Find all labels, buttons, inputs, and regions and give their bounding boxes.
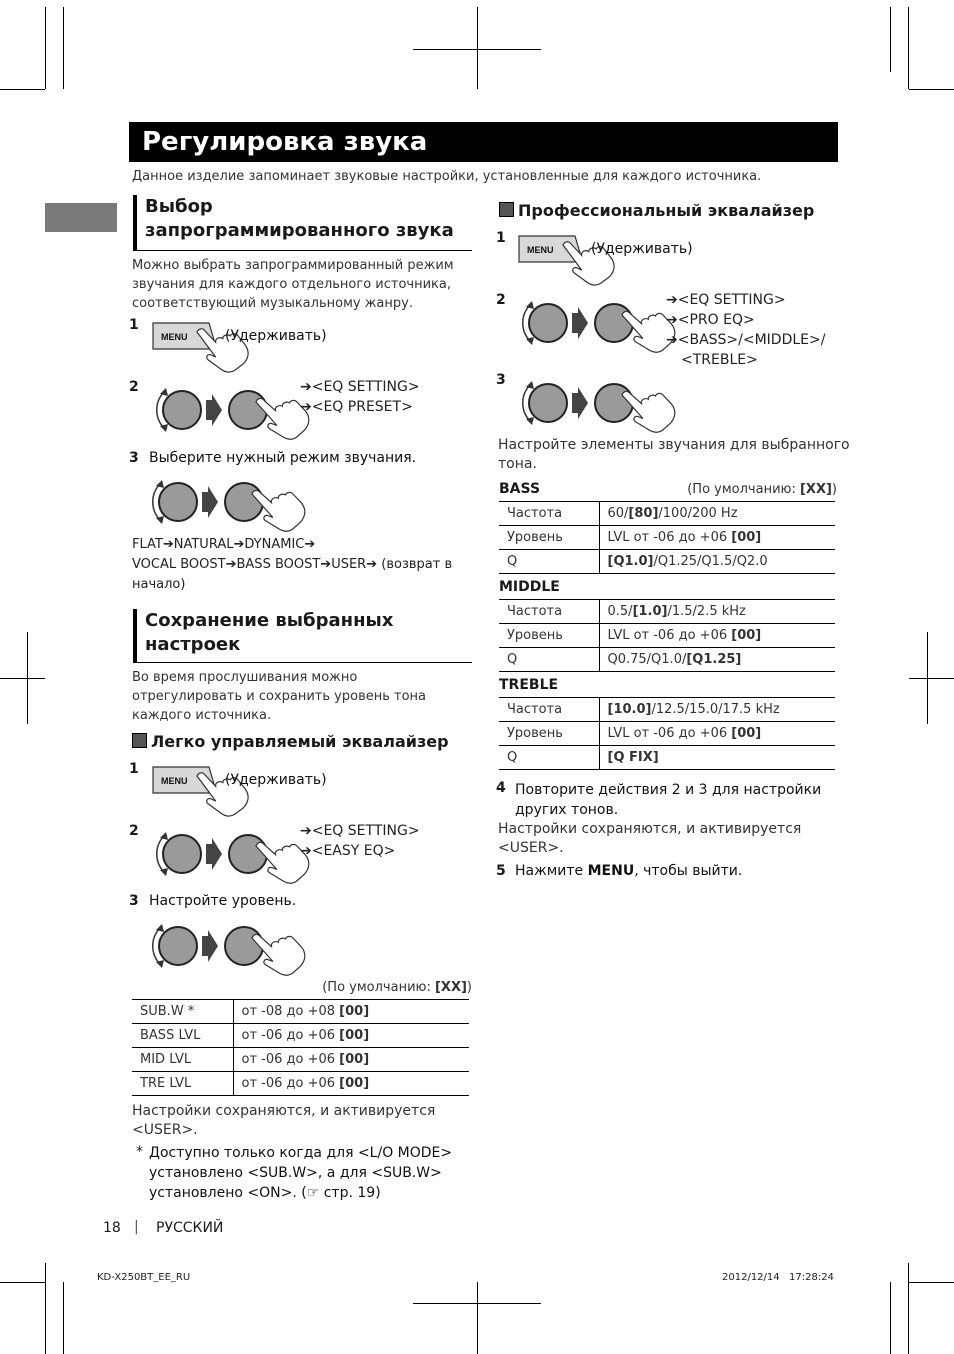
step-number: 2: [129, 379, 139, 395]
table-row: MID LVL от -06 до +06 [00]: [132, 1048, 469, 1072]
table-row: Частота [10.0]/12.5/15.0/17.5 kHz: [499, 698, 835, 722]
table-row: Уровень LVL от -06 до +06 [00]: [499, 624, 835, 648]
knob-press[interactable]: [229, 391, 267, 429]
knob-rotate[interactable]: [529, 384, 567, 422]
footer-separator: |: [134, 1219, 139, 1235]
menu-button-icon[interactable]: [151, 764, 231, 814]
step-number: 2: [496, 292, 506, 308]
print-date: 2012/12/14: [722, 1272, 780, 1283]
table-row: Q Q0.75/Q1.0/[Q1.25]: [499, 648, 835, 672]
menu-button-icon[interactable]: [517, 233, 597, 283]
step-number: 1: [496, 230, 506, 246]
hold-label: (Удерживать): [225, 772, 327, 788]
square-bullet-icon: [499, 202, 514, 217]
easy-eq-table: [132, 999, 469, 1096]
saved-note: Настройки сохраняются, и активируется <USER>.: [132, 1103, 436, 1138]
menu-key-label: MENU: [527, 245, 554, 255]
subheading-pro-eq: Профессиональный эквалайзер: [499, 201, 814, 221]
table-row: BASS LVL от -06 до +06 [00]: [132, 1024, 469, 1048]
step-number: 5: [496, 863, 506, 879]
middle-table: [499, 599, 835, 672]
square-bullet-icon: [132, 733, 147, 748]
sound-modes-list: FLAT➔NATURAL➔DYNAMIC➔ VOCAL BOOST➔BASS BOOST➔USER➔ (возврат в начало): [132, 537, 453, 592]
bass-table: [499, 501, 835, 574]
table-row: Q [Q1.0]/Q1.25/Q1.5/Q2.0: [499, 550, 835, 574]
footnote-mark: *: [136, 1144, 143, 1160]
hold-label: (Удерживать): [591, 241, 693, 257]
menu-button-icon[interactable]: [151, 320, 231, 370]
adjust-note: Настройте элементы звучания для выбранного тона.: [498, 437, 850, 472]
step-text: Настройте уровень.: [149, 893, 297, 909]
footnote: Доступно только когда для <L/O MODE> установлено <SUB.W>, а для <SUB.W> установлено <ON>. (☞ стр. 19): [149, 1145, 453, 1201]
step-number: 1: [129, 761, 139, 777]
knob-press[interactable]: [595, 384, 633, 422]
preset-description: Можно выбрать запрограммированный режим звучания для каждого отдельного источника, соответствующий музыкальному жанру.: [132, 258, 454, 311]
knob-press[interactable]: [229, 835, 267, 873]
step-text: Повторите действия 2 и 3 для настройки других тонов.: [515, 782, 822, 818]
step-number: 4: [496, 780, 506, 796]
knob-rotate[interactable]: [159, 483, 197, 521]
table-row: Частота 60/[80]/100/200 Hz: [499, 502, 835, 526]
saved-note: Настройки сохраняются, и активируется <USER>.: [498, 821, 802, 856]
menu-path: ➔<EQ SETTING> ➔<EQ PRESET>: [300, 379, 420, 415]
band-label-middle: MIDDLE: [499, 579, 560, 595]
treble-table: [499, 697, 835, 770]
default-note: (По умолчанию: [XX]): [687, 482, 837, 497]
doc-code: KD-X250BT_EE_RU: [97, 1272, 191, 1283]
band-label-treble: TREBLE: [499, 677, 559, 693]
next-arrow-icon: [202, 930, 218, 962]
hold-label: (Удерживать): [225, 328, 327, 344]
page-title: Регулировка звука: [129, 122, 838, 162]
knob-rotate[interactable]: [163, 835, 201, 873]
step-text: Нажмите MENU, чтобы выйти.: [515, 863, 743, 879]
control-knob-rotate-press-icon[interactable]: [146, 916, 291, 976]
menu-key-label: MENU: [161, 332, 188, 342]
footer-language: РУССКИЙ: [156, 1220, 224, 1236]
knob-rotate[interactable]: [159, 927, 197, 965]
control-knob-rotate-press-icon[interactable]: [516, 293, 661, 353]
store-description: Во время прослушивания можно отрегулировать и сохранить уровень тона каждого источника.: [132, 670, 427, 723]
next-arrow-icon: [206, 838, 222, 870]
knob-rotate[interactable]: [529, 304, 567, 342]
table-row: SUB.W * от -08 до +08 [00]: [132, 1000, 469, 1024]
step-text: Выберите нужный режим звучания.: [149, 450, 417, 466]
intro-text: Данное изделие запоминает звуковые настройки, установленные для каждого источника.: [132, 169, 762, 184]
knob-rotate[interactable]: [163, 391, 201, 429]
step-number: 2: [129, 823, 139, 839]
section-heading-preset: Выбор запрограммированного звука: [133, 195, 472, 251]
table-row: Уровень LVL от -06 до +06 [00]: [499, 722, 835, 746]
print-time: 17:28:24: [789, 1272, 834, 1283]
step-number: 3: [496, 372, 506, 388]
default-note: (По умолчанию: [XX]): [322, 980, 472, 995]
subheading-easy-eq: Легко управляемый эквалайзер: [132, 732, 449, 752]
language-tab: [45, 203, 117, 232]
next-arrow-icon: [202, 486, 218, 518]
knob-press[interactable]: [225, 927, 263, 965]
band-label-bass: BASS: [499, 481, 541, 497]
table-row: TRE LVL от -06 до +06 [00]: [132, 1072, 469, 1096]
table-row: Уровень LVL от -06 до +06 [00]: [499, 526, 835, 550]
page-number: 18: [103, 1220, 121, 1236]
table-row: Частота 0.5/[1.0]/1.5/2.5 kHz: [499, 600, 835, 624]
step-number: 3: [129, 893, 139, 909]
knob-press[interactable]: [595, 304, 633, 342]
control-knob-rotate-press-icon[interactable]: [150, 824, 295, 884]
knob-press[interactable]: [225, 483, 263, 521]
next-arrow-icon: [206, 394, 222, 426]
next-arrow-icon: [572, 387, 588, 419]
control-knob-rotate-press-icon[interactable]: [516, 373, 661, 433]
menu-path: ➔<EQ SETTING> ➔<PRO EQ> ➔<BASS>/<MIDDLE>/ <TREBLE>: [666, 292, 826, 368]
table-row: Q [Q FIX]: [499, 746, 835, 770]
next-arrow-icon: [572, 307, 588, 339]
menu-path: ➔<EQ SETTING> ➔<EASY EQ>: [300, 823, 420, 859]
control-knob-rotate-press-icon[interactable]: [150, 380, 295, 440]
section-heading-store: Сохранение выбранных настроек: [133, 609, 472, 663]
step-number: 1: [129, 317, 139, 333]
control-knob-rotate-press-icon[interactable]: [146, 472, 291, 532]
step-number: 3: [129, 450, 139, 466]
menu-key-label: MENU: [161, 776, 188, 786]
